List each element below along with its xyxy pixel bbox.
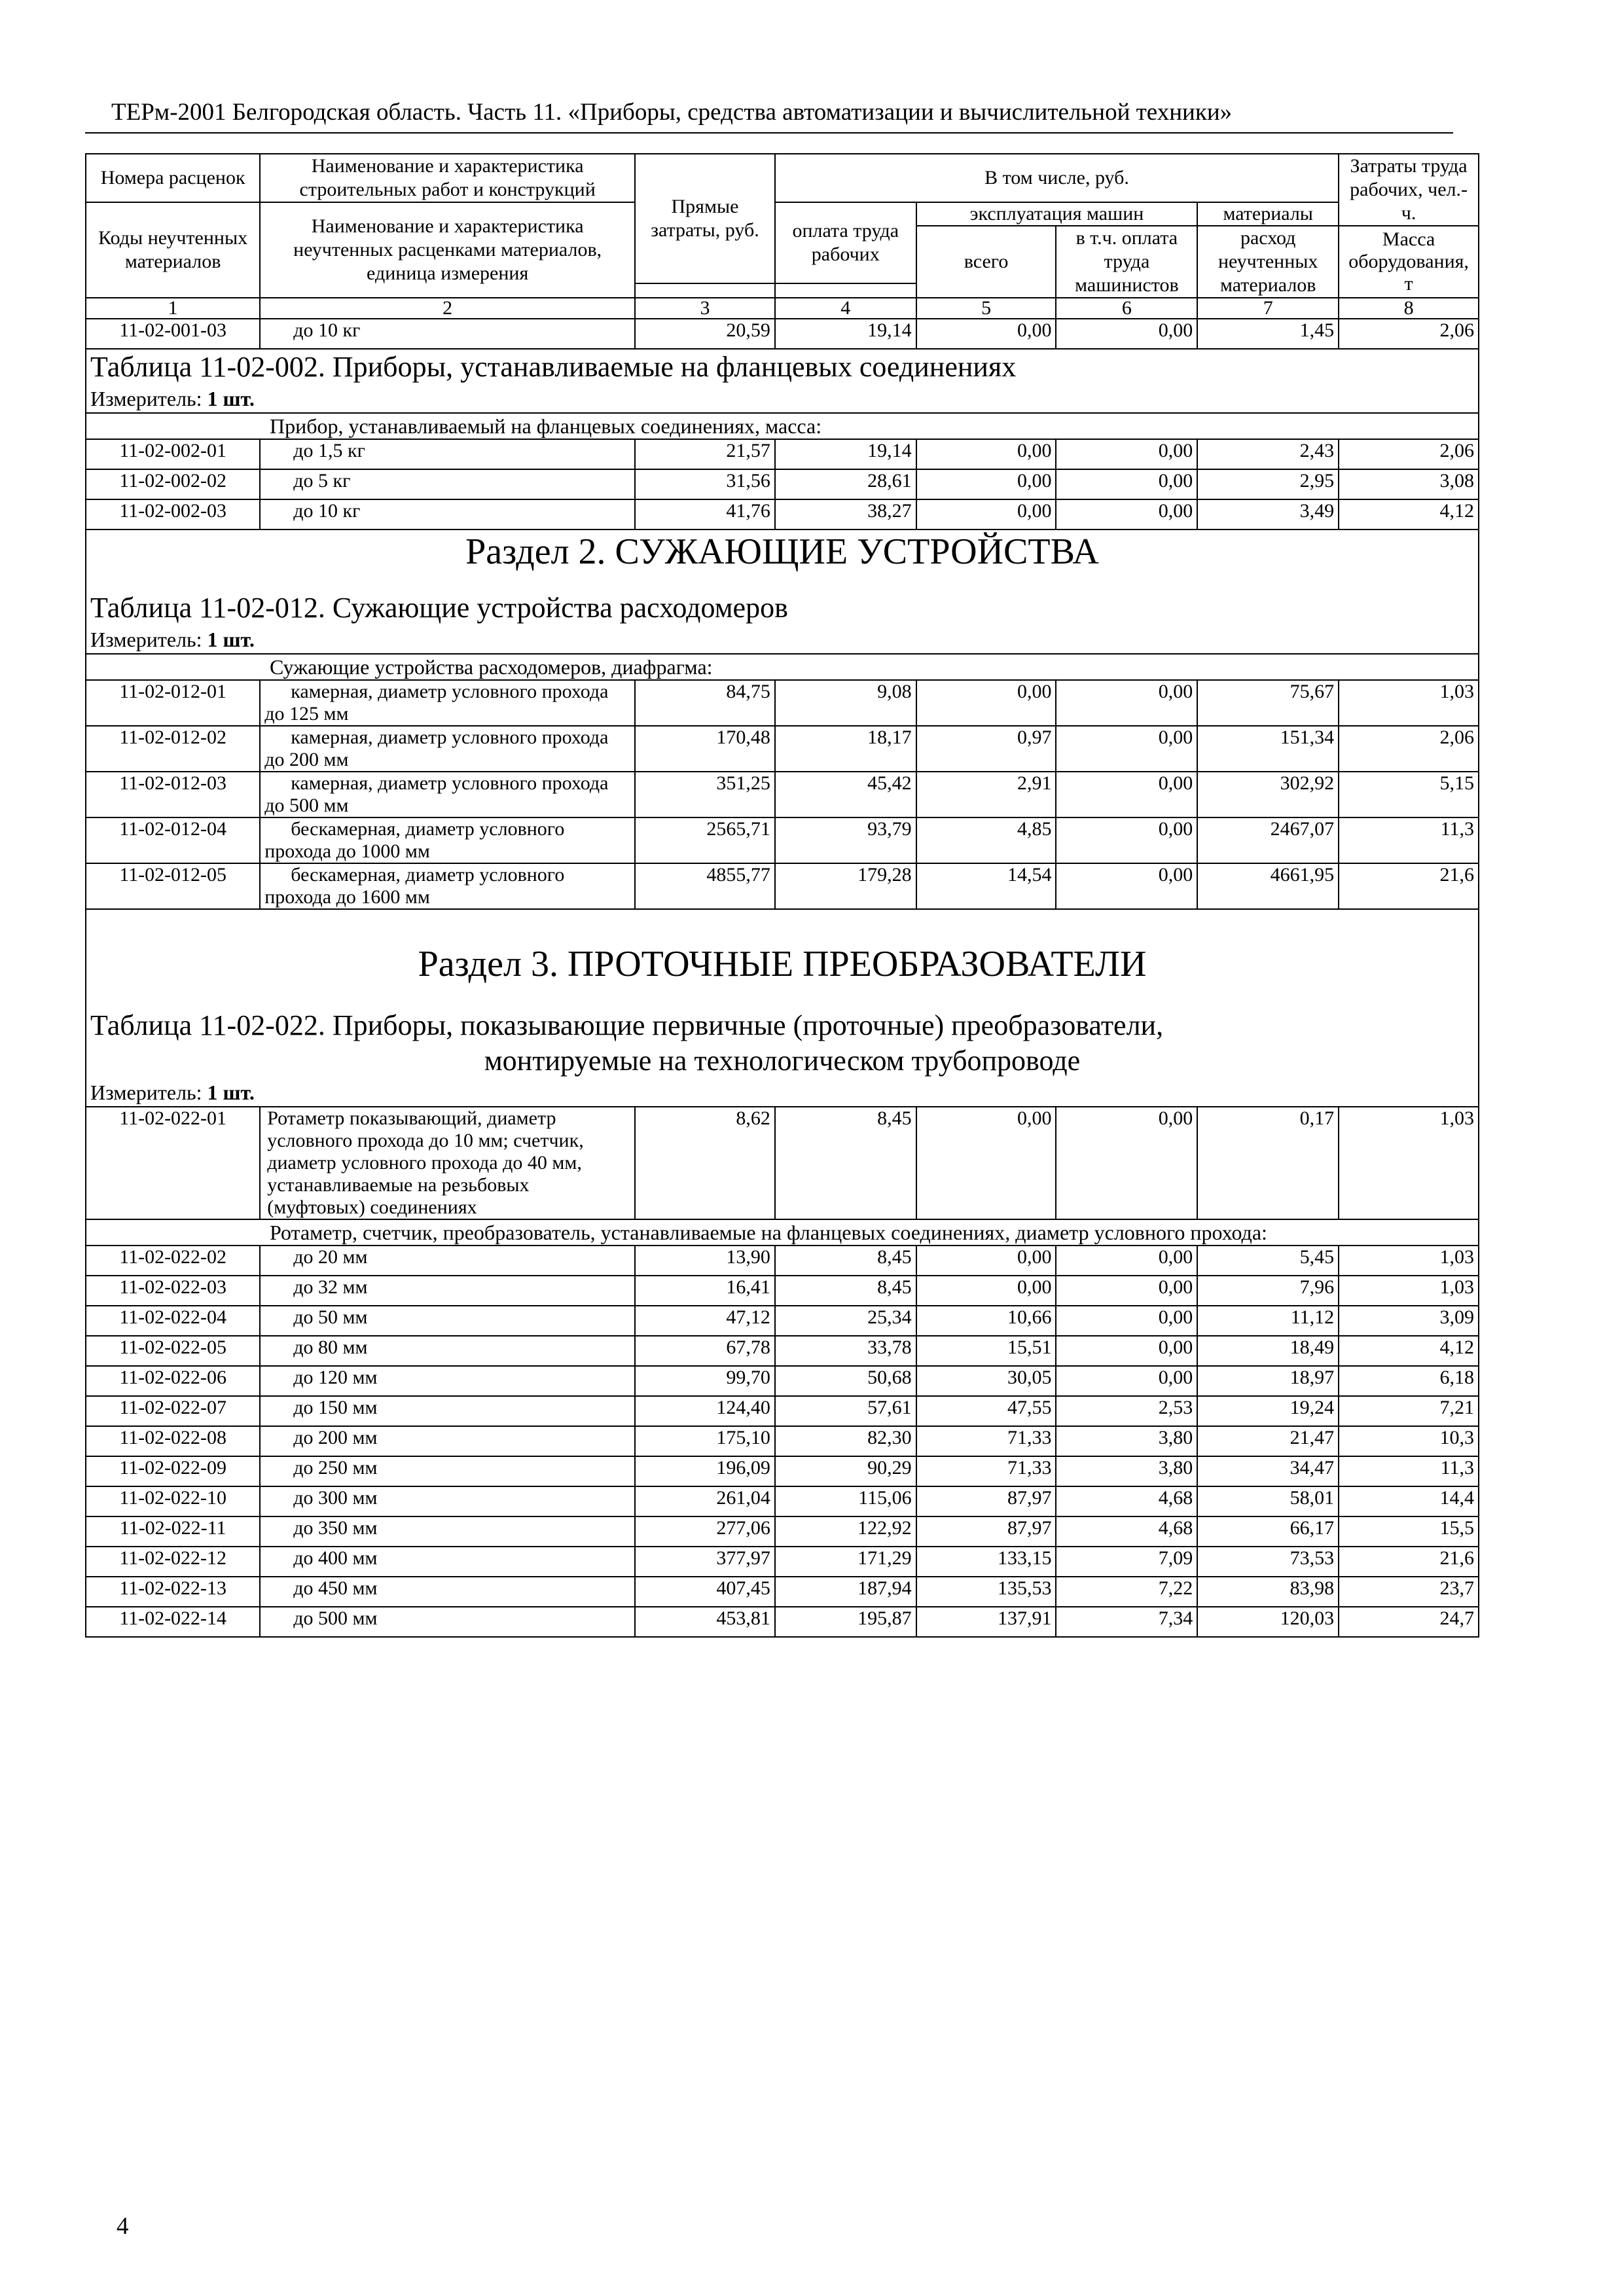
rate-code: 11-02-022-01 (86, 1107, 260, 1219)
header-direct-costs: Прямые затраты, руб. (635, 154, 775, 283)
labor-cost: 6,18 (1339, 1366, 1479, 1396)
group-title: Сужающие устройства расходомеров, диафрагма: (86, 654, 1479, 680)
machines-total: 30,05 (916, 1366, 1056, 1396)
machinists-pay: 0,00 (1056, 680, 1197, 726)
table-row (86, 1246, 1479, 1276)
direct-costs: 377,97 (635, 1547, 775, 1577)
column-index: 8 (1339, 298, 1479, 319)
item-name: до 250 мм (260, 1456, 635, 1486)
machinists-pay: 7,34 (1056, 1607, 1197, 1637)
materials-cost: 2,95 (1197, 469, 1339, 499)
machinists-pay: 0,00 (1056, 1107, 1197, 1219)
machinists-pay: 0,00 (1056, 1276, 1197, 1306)
rate-code: 11-02-022-04 (86, 1306, 260, 1336)
materials-cost: 34,47 (1197, 1456, 1339, 1486)
table-row (86, 1396, 1479, 1426)
table-title: Таблица 11-02-022. Приборы, показывающие первичные (проточные) преобразователи, (86, 986, 1479, 1043)
item-name: бескамерная, диаметр условного прохода до 1600 мм (260, 863, 635, 909)
item-name: камерная, диаметр условного прохода до 200 мм (260, 726, 635, 772)
header-machines-total: всего (916, 226, 1056, 298)
table-header (86, 154, 1479, 319)
rate-code: 11-02-012-05 (86, 863, 260, 909)
item-name: камерная, диаметр условного прохода до 500 мм (260, 772, 635, 817)
header-equipment-mass: Масса оборудования, т (1339, 226, 1479, 298)
labor-pay: 195,87 (775, 1607, 916, 1637)
labor-pay: 82,30 (775, 1426, 916, 1456)
table-row (86, 772, 1479, 817)
labor-pay: 115,06 (775, 1486, 916, 1516)
labor-pay: 9,08 (775, 680, 916, 726)
table-row (86, 1607, 1479, 1637)
header-materials: материалы (1197, 202, 1339, 226)
rate-code: 11-02-002-02 (86, 469, 260, 499)
labor-pay: 8,45 (775, 1107, 916, 1219)
table-row (86, 1516, 1479, 1547)
materials-cost: 75,67 (1197, 680, 1339, 726)
machines-total: 87,97 (916, 1516, 1056, 1547)
table-row (86, 1306, 1479, 1336)
direct-costs: 84,75 (635, 680, 775, 726)
column-index: 2 (260, 298, 635, 319)
labor-cost: 3,08 (1339, 469, 1479, 499)
table-row (86, 863, 1479, 909)
materials-cost: 66,17 (1197, 1516, 1339, 1547)
materials-cost: 0,17 (1197, 1107, 1339, 1219)
labor-cost: 14,4 (1339, 1486, 1479, 1516)
labor-cost: 2,06 (1339, 726, 1479, 772)
machines-total: 2,91 (916, 772, 1056, 817)
rates-table (85, 153, 1479, 1638)
table-title-continued: монтируемые на технологическом трубопроводе (86, 1043, 1479, 1079)
labor-pay: 28,61 (775, 469, 916, 499)
labor-pay: 90,29 (775, 1456, 916, 1486)
machinists-pay: 4,68 (1056, 1486, 1197, 1516)
item-name: камерная, диаметр условного прохода до 125 мм (260, 680, 635, 726)
rate-code: 11-02-022-12 (86, 1547, 260, 1577)
direct-costs: 196,09 (635, 1456, 775, 1486)
rate-code: 11-02-022-03 (86, 1276, 260, 1306)
item-name: Ротаметр показывающий, диаметр условного прохода до 10 мм; счетчик, диаметр условного прохода до 40 мм, устанавливаемые на резьбовых (муфтовых) соединениях (260, 1107, 635, 1219)
header-machines: эксплуатация машин (916, 202, 1198, 226)
materials-cost: 7,96 (1197, 1276, 1339, 1306)
machinists-pay: 0,00 (1056, 1366, 1197, 1396)
materials-cost: 18,49 (1197, 1336, 1339, 1366)
machinists-pay: 0,00 (1056, 726, 1197, 772)
machinists-pay: 0,00 (1056, 1336, 1197, 1366)
labor-cost: 1,03 (1339, 1107, 1479, 1219)
item-name: до 150 мм (260, 1396, 635, 1426)
direct-costs: 170,48 (635, 726, 775, 772)
rate-code: 11-02-022-10 (86, 1486, 260, 1516)
machines-total: 87,97 (916, 1486, 1056, 1516)
page-number: 4 (117, 2213, 129, 2240)
machines-total: 71,33 (916, 1426, 1056, 1456)
item-name: до 450 мм (260, 1577, 635, 1607)
labor-pay: 93,79 (775, 817, 916, 863)
rate-code: 11-02-012-03 (86, 772, 260, 817)
labor-pay: 171,29 (775, 1547, 916, 1577)
materials-cost: 21,47 (1197, 1426, 1339, 1456)
materials-cost: 1,45 (1197, 319, 1339, 349)
section-title: Раздел 2. СУЖАЮЩИЕ УСТРОЙСТВА (86, 529, 1479, 573)
rate-code: 11-02-012-04 (86, 817, 260, 863)
materials-cost: 73,53 (1197, 1547, 1339, 1577)
rate-code: 11-02-001-03 (86, 319, 260, 349)
direct-costs: 47,12 (635, 1306, 775, 1336)
labor-cost: 4,12 (1339, 499, 1479, 529)
direct-costs: 453,81 (635, 1607, 775, 1637)
direct-costs: 20,59 (635, 319, 775, 349)
column-index: 1 (86, 298, 260, 319)
machinists-pay: 0,00 (1056, 863, 1197, 909)
direct-costs: 16,41 (635, 1276, 775, 1306)
labor-cost: 3,09 (1339, 1306, 1479, 1336)
materials-cost: 58,01 (1197, 1486, 1339, 1516)
header-rule (85, 132, 1453, 134)
materials-cost: 3,49 (1197, 499, 1339, 529)
direct-costs: 261,04 (635, 1486, 775, 1516)
table-row (86, 1577, 1479, 1607)
labor-pay: 19,14 (775, 439, 916, 469)
machines-total: 0,00 (916, 1107, 1056, 1219)
labor-pay: 8,45 (775, 1276, 916, 1306)
direct-costs: 351,25 (635, 772, 775, 817)
direct-costs: 124,40 (635, 1396, 775, 1426)
labor-cost: 1,03 (1339, 1246, 1479, 1276)
machines-total: 0,00 (916, 680, 1056, 726)
machines-total: 0,00 (916, 439, 1056, 469)
machines-total: 137,91 (916, 1607, 1056, 1637)
section-title: Раздел 3. ПРОТОЧНЫЕ ПРЕОБРАЗОВАТЕЛИ (86, 909, 1479, 986)
running-header: ТЕРм-2001 Белгородская область. Часть 11. «Приборы, средства автоматизации и вычислительной техники» (111, 99, 1233, 126)
labor-pay: 19,14 (775, 319, 916, 349)
table-row (86, 1107, 1479, 1219)
table-row (86, 1426, 1479, 1456)
machinists-pay: 0,00 (1056, 1306, 1197, 1336)
item-name: до 20 мм (260, 1246, 635, 1276)
table-row (86, 1336, 1479, 1366)
rate-code: 11-02-022-08 (86, 1426, 260, 1456)
direct-costs: 2565,71 (635, 817, 775, 863)
machinists-pay: 0,00 (1056, 319, 1197, 349)
item-name: до 50 мм (260, 1306, 635, 1336)
labor-pay: 18,17 (775, 726, 916, 772)
direct-costs: 13,90 (635, 1246, 775, 1276)
labor-pay: 179,28 (775, 863, 916, 909)
machinists-pay: 0,00 (1056, 1246, 1197, 1276)
machines-total: 0,00 (916, 1246, 1056, 1276)
materials-cost: 302,92 (1197, 772, 1339, 817)
labor-pay: 38,27 (775, 499, 916, 529)
table-row (86, 469, 1479, 499)
machinists-pay: 2,53 (1056, 1396, 1197, 1426)
table-row (86, 680, 1479, 726)
labor-cost: 21,6 (1339, 1547, 1479, 1577)
machines-total: 0,00 (916, 1276, 1056, 1306)
labor-cost: 1,03 (1339, 1276, 1479, 1306)
table-row (86, 1456, 1479, 1486)
header-labor-cost: Затраты труда рабочих, чел.-ч. (1339, 154, 1479, 226)
item-name: бескамерная, диаметр условного прохода до 1000 мм (260, 817, 635, 863)
labor-cost: 21,6 (1339, 863, 1479, 909)
table-row (86, 1276, 1479, 1306)
direct-costs: 4855,77 (635, 863, 775, 909)
machines-total: 71,33 (916, 1456, 1056, 1486)
header-machinists-pay: в т.ч. оплата труда машинистов (1056, 226, 1197, 298)
labor-cost: 7,21 (1339, 1396, 1479, 1426)
machines-total: 135,53 (916, 1577, 1056, 1607)
item-name: до 5 кг (260, 469, 635, 499)
header-labor-pay: оплата труда рабочих (775, 202, 916, 283)
header-material-name: Наименование и характеристика неучтенных расценками материалов, единица измерения (260, 202, 635, 298)
direct-costs: 407,45 (635, 1577, 775, 1607)
table-row (86, 439, 1479, 469)
item-name: до 32 мм (260, 1276, 635, 1306)
direct-costs: 41,76 (635, 499, 775, 529)
labor-cost: 1,03 (1339, 680, 1479, 726)
labor-pay: 122,92 (775, 1516, 916, 1547)
item-name: до 200 мм (260, 1426, 635, 1456)
labor-cost: 2,06 (1339, 439, 1479, 469)
labor-cost: 4,12 (1339, 1336, 1479, 1366)
labor-cost: 11,3 (1339, 817, 1479, 863)
labor-cost: 15,5 (1339, 1516, 1479, 1547)
rate-code: 11-02-022-02 (86, 1246, 260, 1276)
item-name: до 10 кг (260, 319, 635, 349)
rate-code: 11-02-012-02 (86, 726, 260, 772)
labor-pay: 33,78 (775, 1336, 916, 1366)
column-index: 6 (1056, 298, 1197, 319)
table-row (86, 499, 1479, 529)
measure-unit: Измеритель: 1 шт. (86, 1079, 1479, 1107)
item-name: до 1,5 кг (260, 439, 635, 469)
machinists-pay: 3,80 (1056, 1456, 1197, 1486)
table-title: Таблица 11-02-012. Сужающие устройства расходомеров (86, 573, 1479, 626)
header-spacer (635, 283, 775, 298)
machines-total: 133,15 (916, 1547, 1056, 1577)
materials-cost: 83,98 (1197, 1577, 1339, 1607)
machines-total: 4,85 (916, 817, 1056, 863)
machinists-pay: 0,00 (1056, 817, 1197, 863)
item-name: до 300 мм (260, 1486, 635, 1516)
table-row (86, 726, 1479, 772)
group-title: Прибор, устанавливаемый на фланцевых соединениях, масса: (86, 413, 1479, 439)
materials-cost: 5,45 (1197, 1246, 1339, 1276)
table-row (86, 1366, 1479, 1396)
measure-unit: Измеритель: 1 шт. (86, 385, 1479, 413)
direct-costs: 67,78 (635, 1336, 775, 1366)
table-row (86, 1486, 1479, 1516)
labor-pay: 8,45 (775, 1246, 916, 1276)
labor-cost: 24,7 (1339, 1607, 1479, 1637)
materials-cost: 18,97 (1197, 1366, 1339, 1396)
table-title: Таблица 11-02-002. Приборы, устанавливаемые на фланцевых соединениях (86, 349, 1479, 385)
materials-cost: 120,03 (1197, 1607, 1339, 1637)
rate-code: 11-02-022-14 (86, 1607, 260, 1637)
machines-total: 14,54 (916, 863, 1056, 909)
item-name: до 350 мм (260, 1516, 635, 1547)
materials-cost: 4661,95 (1197, 863, 1339, 909)
table-row (86, 319, 1479, 349)
rate-code: 11-02-022-06 (86, 1366, 260, 1396)
header-material-codes: Коды неучтенных материалов (86, 202, 260, 298)
labor-pay: 187,94 (775, 1577, 916, 1607)
rate-code: 11-02-002-03 (86, 499, 260, 529)
labor-cost: 23,7 (1339, 1577, 1479, 1607)
machines-total: 0,00 (916, 319, 1056, 349)
column-index: 5 (916, 298, 1056, 319)
machines-total: 15,51 (916, 1336, 1056, 1366)
machines-total: 47,55 (916, 1396, 1056, 1426)
rate-code: 11-02-012-01 (86, 680, 260, 726)
materials-cost: 151,34 (1197, 726, 1339, 772)
item-name: до 500 мм (260, 1607, 635, 1637)
labor-pay: 25,34 (775, 1306, 916, 1336)
machinists-pay: 3,80 (1056, 1426, 1197, 1456)
rate-code: 11-02-022-09 (86, 1456, 260, 1486)
labor-cost: 2,06 (1339, 319, 1479, 349)
table-row (86, 817, 1479, 863)
header-unaccounted-materials: расход неучтенных материалов (1197, 226, 1339, 298)
column-index: 3 (635, 298, 775, 319)
direct-costs: 31,56 (635, 469, 775, 499)
materials-cost: 2,43 (1197, 439, 1339, 469)
labor-pay: 50,68 (775, 1366, 916, 1396)
group-title: Ротаметр, счетчик, преобразователь, устанавливаемые на фланцевых соединениях, диаметр условного прохода: (86, 1219, 1479, 1246)
machinists-pay: 0,00 (1056, 439, 1197, 469)
rate-code: 11-02-022-05 (86, 1336, 260, 1366)
rate-code: 11-02-022-07 (86, 1396, 260, 1426)
materials-cost: 11,12 (1197, 1306, 1339, 1336)
machinists-pay: 0,00 (1056, 499, 1197, 529)
machines-total: 0,00 (916, 499, 1056, 529)
machines-total: 0,97 (916, 726, 1056, 772)
column-index: 4 (775, 298, 916, 319)
direct-costs: 175,10 (635, 1426, 775, 1456)
measure-unit: Измеритель: 1 шт. (86, 626, 1479, 654)
labor-cost: 11,3 (1339, 1456, 1479, 1486)
rate-code: 11-02-002-01 (86, 439, 260, 469)
machines-total: 10,66 (916, 1306, 1056, 1336)
labor-pay: 45,42 (775, 772, 916, 817)
labor-pay: 57,61 (775, 1396, 916, 1426)
item-name: до 10 кг (260, 499, 635, 529)
machinists-pay: 4,68 (1056, 1516, 1197, 1547)
item-name: до 80 мм (260, 1336, 635, 1366)
table-row (86, 1547, 1479, 1577)
item-name: до 400 мм (260, 1547, 635, 1577)
machinists-pay: 7,09 (1056, 1547, 1197, 1577)
rate-code: 11-02-022-13 (86, 1577, 260, 1607)
materials-cost: 2467,07 (1197, 817, 1339, 863)
machinists-pay: 0,00 (1056, 772, 1197, 817)
column-index: 7 (1197, 298, 1339, 319)
labor-cost: 5,15 (1339, 772, 1479, 817)
item-name: до 120 мм (260, 1366, 635, 1396)
machinists-pay: 0,00 (1056, 469, 1197, 499)
direct-costs: 277,06 (635, 1516, 775, 1547)
machines-total: 0,00 (916, 469, 1056, 499)
direct-costs: 99,70 (635, 1366, 775, 1396)
direct-costs: 21,57 (635, 439, 775, 469)
header-rate-numbers: Номера расценок (86, 154, 260, 202)
header-including: В том числе, руб. (775, 154, 1339, 202)
header-work-name: Наименование и характеристика строительных работ и конструкций (260, 154, 635, 202)
materials-cost: 19,24 (1197, 1396, 1339, 1426)
labor-cost: 10,3 (1339, 1426, 1479, 1456)
rate-code: 11-02-022-11 (86, 1516, 260, 1547)
machinists-pay: 7,22 (1056, 1577, 1197, 1607)
direct-costs: 8,62 (635, 1107, 775, 1219)
